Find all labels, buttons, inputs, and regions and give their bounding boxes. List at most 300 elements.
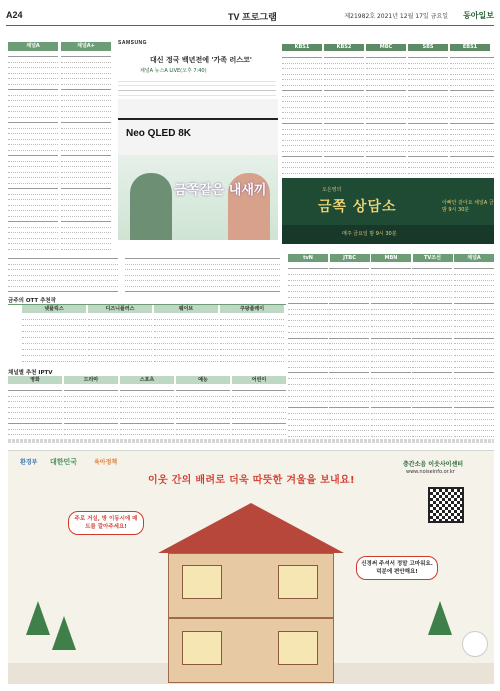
listing-row: [61, 228, 111, 233]
page-header: [6, 8, 494, 26]
listing-row: [412, 270, 452, 275]
listing-row: [324, 59, 364, 64]
listing-row: [454, 409, 494, 414]
listing-row: [324, 86, 364, 91]
listing-row: [8, 217, 58, 222]
listing-row: [324, 163, 364, 168]
listing-row: [8, 85, 58, 90]
listing-row: [8, 265, 118, 270]
listing-row: [450, 75, 494, 80]
listing-row: [288, 339, 328, 344]
listing-row: [288, 281, 328, 286]
listing-row: [288, 276, 328, 281]
column-header: 영화: [8, 376, 62, 384]
listing-row: [8, 239, 58, 244]
listing-row: [8, 162, 58, 167]
listing-row: [8, 397, 62, 402]
listing-row: [371, 392, 411, 397]
listing-row: [8, 408, 62, 413]
listing-row: [288, 345, 328, 350]
listing-row: [408, 130, 448, 135]
listing-row: [366, 59, 406, 64]
listing-row: [282, 147, 322, 152]
listing-row: [282, 125, 322, 130]
listing-row: [454, 293, 494, 298]
listing-row: [450, 53, 494, 58]
listing-row: [176, 403, 230, 408]
listing-row: [8, 254, 118, 259]
listing-row: [450, 136, 494, 141]
listing-row: [282, 97, 322, 102]
listing-row: [371, 421, 411, 426]
listing-row: [64, 403, 118, 408]
listing-row: [8, 419, 62, 424]
listing-row: [61, 69, 111, 74]
listing-row: [450, 152, 494, 157]
listing-row: [412, 351, 452, 356]
listing-row: [64, 430, 118, 435]
listing-row: [8, 173, 58, 178]
listing-row: [412, 368, 452, 373]
listing-row: [408, 163, 448, 168]
listing-row: [8, 63, 58, 68]
ott-row: [154, 327, 218, 332]
listing-row: [282, 92, 322, 97]
listing-row: [288, 310, 328, 315]
listing-row: [408, 114, 448, 119]
listing-row: [61, 168, 111, 173]
listing-row: [282, 75, 322, 80]
listing-row: [61, 184, 111, 189]
listing-row: [8, 425, 62, 430]
listing-row: [8, 151, 58, 156]
listing-row: [61, 162, 111, 167]
listing-row: [8, 190, 58, 195]
listing-row: [324, 103, 364, 108]
drama-poster: [118, 155, 278, 240]
listing-row: [324, 130, 364, 135]
house-roof: [158, 503, 344, 553]
listing-row: [371, 322, 411, 327]
ott-row: [88, 351, 152, 356]
listing-row: [450, 103, 494, 108]
listing-row: [366, 169, 406, 174]
listing-row: [288, 426, 328, 431]
listing-row: [412, 392, 452, 397]
listing-row: [408, 64, 448, 69]
listing-row: [454, 386, 494, 391]
listing-row: [371, 270, 411, 275]
listing-row: [8, 228, 58, 233]
column-header: 채널A: [454, 254, 494, 262]
listing-row: [408, 103, 448, 108]
listing-row: [8, 223, 58, 228]
section-title: TV 프로그램: [228, 12, 277, 22]
listing-row: [288, 270, 328, 275]
listing-row: [450, 108, 494, 113]
listing-row: [329, 334, 369, 339]
listing-row: [61, 85, 111, 90]
listing-row: [329, 270, 369, 275]
listing-row: [324, 97, 364, 102]
listing-row: [8, 74, 58, 79]
listing-row: [125, 276, 280, 281]
listing-row: [366, 114, 406, 119]
listing-row: [61, 74, 111, 79]
ott-row: [154, 351, 218, 356]
listing-row: [282, 70, 322, 75]
listing-row: [329, 339, 369, 344]
listing-row: [371, 397, 411, 402]
listing-row: [324, 114, 364, 119]
listing-row: [8, 124, 58, 129]
listing-row: [324, 119, 364, 124]
genre-section-title: 채널별 추천 IPTV: [8, 370, 53, 376]
listing-row: [454, 357, 494, 362]
listing-row: [412, 328, 452, 333]
listing-row: [329, 310, 369, 315]
listing-row: [412, 363, 452, 368]
listing-row: [61, 102, 111, 107]
listing-row: [8, 201, 58, 206]
listing-row: [324, 169, 364, 174]
listing-row: [371, 357, 411, 362]
listing-row: [288, 415, 328, 420]
listing-row: [408, 158, 448, 163]
listing-row: [176, 430, 230, 435]
listing-row: [450, 64, 494, 69]
listing-row: [408, 169, 448, 174]
listing-row: [176, 397, 230, 402]
listing-row: [371, 403, 411, 408]
listing-row: [371, 276, 411, 281]
listing-row: [366, 103, 406, 108]
listing-row: [371, 432, 411, 437]
listing-row: [412, 345, 452, 350]
listing-row: [454, 397, 494, 402]
listing-row: [64, 425, 118, 430]
listing-row: [371, 386, 411, 391]
listing-row: [371, 281, 411, 286]
column-header: 드라마: [64, 376, 118, 384]
listing-row: [282, 81, 322, 86]
listing-row: [371, 334, 411, 339]
listing-row: [329, 305, 369, 310]
ott-row: [220, 327, 284, 332]
listing-row: [454, 432, 494, 437]
listing-row: [176, 386, 230, 391]
bubble-right-text: 신경써 주셔서 정말 고마워요. 덕분에 편안해요!: [361, 561, 433, 575]
listing-row: [8, 430, 62, 435]
ott-row: [220, 321, 284, 326]
listing-row: [282, 59, 322, 64]
listing-row: [412, 432, 452, 437]
listing-row: [408, 97, 448, 102]
listing-row: [371, 310, 411, 315]
listing-row: [61, 135, 111, 140]
organization-url: www.noiseinfo.or.kr: [406, 469, 455, 475]
listing-row: [120, 430, 174, 435]
column-header: tvN: [288, 254, 328, 262]
listing-row: [371, 374, 411, 379]
listing-row: [408, 119, 448, 124]
listing-row: [366, 75, 406, 80]
listing-row: [61, 157, 111, 162]
listing-row: [450, 70, 494, 75]
listing-row: [288, 392, 328, 397]
listing-row: [120, 386, 174, 391]
ott-row: [154, 315, 218, 320]
listing-row: [408, 75, 448, 80]
listing-row: [412, 305, 452, 310]
listing-row: [371, 415, 411, 420]
ott-row: [220, 333, 284, 338]
window: [182, 565, 222, 599]
listing-row: [61, 58, 111, 63]
tv-illustration: [118, 118, 278, 120]
listing-row: [232, 403, 286, 408]
listing-row: [8, 168, 58, 173]
column-header: MBN: [371, 254, 411, 262]
listing-row: [450, 86, 494, 91]
banner-time: 매주 금요일 밤 9시 30분: [342, 231, 397, 237]
listing-row: [454, 328, 494, 333]
listing-row: [366, 64, 406, 69]
listing-row: [288, 397, 328, 402]
column-header: EBS1: [450, 44, 490, 51]
banner-subtitle: 오은영의: [322, 187, 342, 193]
samsung-logo: SAMSUNG: [118, 40, 148, 46]
listing-row: [329, 426, 369, 431]
listing-row: [288, 264, 328, 269]
listing-row: [288, 409, 328, 414]
listing-row: [61, 52, 111, 57]
window: [278, 565, 318, 599]
listing-row: [366, 130, 406, 135]
snowman-icon: [462, 631, 488, 657]
listing-row: [454, 392, 494, 397]
listing-row: [366, 53, 406, 58]
listing-row: [412, 403, 452, 408]
listing-row: [125, 254, 280, 259]
listing-row: [8, 129, 58, 134]
listing-row: [371, 305, 411, 310]
ott-row: [220, 357, 284, 362]
ott-row: [154, 345, 218, 350]
listing-row: [408, 86, 448, 91]
listing-row: [412, 426, 452, 431]
listing-row: [450, 97, 494, 102]
listing-row: [61, 63, 111, 68]
listing-row: [288, 305, 328, 310]
listing-row: [450, 158, 494, 163]
listing-row: [61, 91, 111, 96]
listing-row: [450, 163, 494, 168]
ott-row: [88, 345, 152, 350]
listing-row: [324, 125, 364, 130]
listing-row: [61, 190, 111, 195]
listing-row: [329, 397, 369, 402]
listing-row: [408, 81, 448, 86]
listing-row: [329, 357, 369, 362]
listing-row: [232, 425, 286, 430]
column-header: SBS: [408, 44, 448, 51]
listing-row: [282, 108, 322, 113]
listing-row: [8, 91, 58, 96]
listing-row: [329, 363, 369, 368]
listing-row: [8, 107, 58, 112]
listing-row: [412, 339, 452, 344]
policy-logo: 육아정책: [94, 459, 118, 466]
listing-row: [412, 316, 452, 321]
listing-row: [64, 392, 118, 397]
ott-row: [88, 357, 152, 362]
listing-row: [371, 328, 411, 333]
listing-row: [454, 305, 494, 310]
listing-row: [8, 276, 118, 281]
listing-row: [366, 92, 406, 97]
ott-row: [88, 321, 152, 326]
newspaper-brand: 동아일보: [463, 11, 494, 20]
listing-row: [282, 130, 322, 135]
column-header: 예능: [176, 376, 230, 384]
listing-row: [232, 414, 286, 419]
listing-row: [282, 103, 322, 108]
listing-row: [454, 426, 494, 431]
listing-row: [288, 293, 328, 298]
column-header: 웨이브: [154, 305, 218, 313]
listing-row: [371, 293, 411, 298]
listing-row: [329, 264, 369, 269]
listing-row: [454, 287, 494, 292]
listing-row: [454, 334, 494, 339]
listing-row: [371, 264, 411, 269]
ott-section-title: 금주의 OTT 추천작: [8, 298, 57, 304]
listing-row: [61, 217, 111, 222]
listing-row: [282, 163, 322, 168]
listing-row: [125, 282, 280, 287]
listing-row: [450, 141, 494, 146]
listing-row: [125, 271, 280, 276]
listing-row: [412, 287, 452, 292]
listing-row: [329, 368, 369, 373]
listing-row: [371, 363, 411, 368]
listing-row: [454, 270, 494, 275]
listing-row: [412, 334, 452, 339]
issue-date: 제21982호 2021년 12월 17일 금요일: [344, 13, 448, 20]
listing-row: [412, 310, 452, 315]
listing-row: [8, 140, 58, 145]
listing-row: [454, 339, 494, 344]
listing-row: [8, 260, 118, 265]
listing-row: [232, 397, 286, 402]
listing-row: [61, 146, 111, 151]
ott-row: [88, 327, 152, 332]
listing-row: [8, 113, 58, 118]
listing-row: [454, 345, 494, 350]
listing-row: [412, 299, 452, 304]
listing-row: [232, 386, 286, 391]
listing-row: [61, 206, 111, 211]
listing-row: [412, 409, 452, 414]
listing-row: [8, 118, 58, 123]
listing-row: [454, 380, 494, 385]
listing-row: [450, 81, 494, 86]
ott-row: [220, 315, 284, 320]
listing-row: [61, 113, 111, 118]
listing-row: [371, 345, 411, 350]
ott-row: [220, 339, 284, 344]
listing-row: [408, 125, 448, 130]
listing-row: [61, 201, 111, 206]
listing-row: [8, 386, 62, 391]
listing-row: [61, 179, 111, 184]
listing-row: [371, 287, 411, 292]
listing-row: [282, 152, 322, 157]
ott-row: [154, 339, 218, 344]
listing-row: [282, 158, 322, 163]
listing-row: [61, 234, 111, 239]
listing-row: [8, 146, 58, 151]
ad-channel: 채널A 뉴스A LIVE(오후 7:40): [140, 68, 207, 74]
listing-row: [408, 53, 448, 58]
listing-row: [454, 374, 494, 379]
listing-row: [366, 147, 406, 152]
listing-row: [120, 392, 174, 397]
listing-row: [329, 345, 369, 350]
listing-row: [329, 374, 369, 379]
listing-row: [454, 415, 494, 420]
listing-row: [61, 245, 111, 250]
listing-row: [329, 421, 369, 426]
listing-row: [324, 141, 364, 146]
listing-row: [412, 357, 452, 362]
listing-row: [450, 130, 494, 135]
column-header: TV조선: [413, 254, 453, 262]
listing-row: [329, 276, 369, 281]
listing-row: [371, 380, 411, 385]
listing-row: [232, 392, 286, 397]
ott-row: [154, 357, 218, 362]
ministry-logo: 환경부: [20, 459, 38, 466]
listing-row: [120, 419, 174, 424]
listing-row: [324, 64, 364, 69]
listing-row: [412, 276, 452, 281]
listing-row: [450, 169, 494, 174]
listing-row: [125, 287, 280, 292]
listing-row: [371, 409, 411, 414]
column-header: 넷플릭스: [22, 305, 86, 313]
column-header: KBS2: [324, 44, 364, 51]
listing-row: [329, 299, 369, 304]
listing-row: [288, 328, 328, 333]
ott-row: [22, 351, 86, 356]
listing-row: [366, 86, 406, 91]
listing-row: [288, 287, 328, 292]
listing-row: [288, 299, 328, 304]
ott-row: [22, 327, 86, 332]
listing-row: [8, 80, 58, 85]
window: [182, 631, 222, 665]
banner-title: 금쪽 상담소: [318, 199, 397, 215]
listing-row: [324, 81, 364, 86]
listing-row: [454, 281, 494, 286]
listing-row: [412, 415, 452, 420]
listing-row: [371, 316, 411, 321]
listing-row: [366, 81, 406, 86]
listing-row: [61, 151, 111, 156]
program-banner: [282, 178, 494, 244]
